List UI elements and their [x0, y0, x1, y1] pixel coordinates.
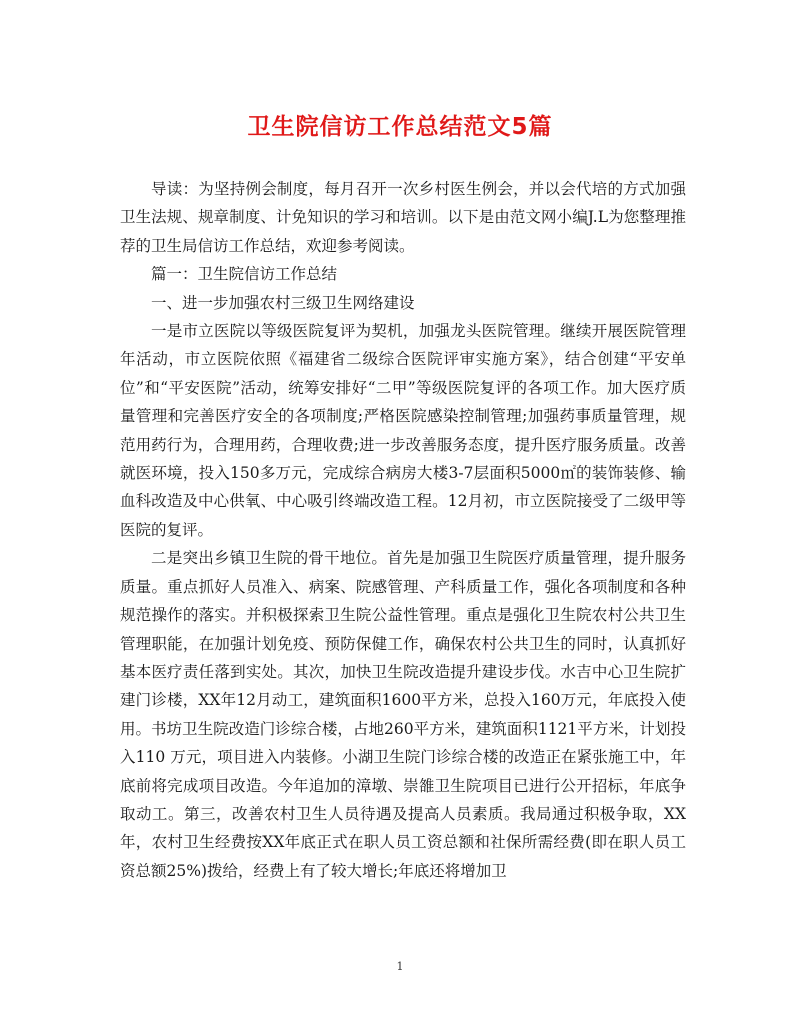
intro-paragraph: 导读：为坚持例会制度，每月召开一次乡村医生例会，并以会代培的方式加强卫生法规、规章制度、计免知识的学习和培训。以下是由范文网小编J.L为您整理推荐的卫生局信访工作总结，欢迎参考阅读。: [120, 180, 686, 255]
page-number: 1: [396, 960, 404, 973]
body-paragraph: 二是突出乡镇卫生院的骨干地位。首先是加强卫生院医疗质量管理，提升服务质量。重点抓好人员准入、病案、院感管理、产科质量工作，强化各项制度和各种规范操作的落实。并积极探索卫生院公益性管理。重点是强化卫生院农村公共卫生管理职能，在加强计划免疫、预防保健工作，确保农村公共卫生的同时，认真抓好基本医疗责任落到实处。其次，加快卫生院改造提升建设步伐。水吉中心卫生院扩建门诊楼，XX年12月动工，建筑面积1600平方米，总投入160万元，年底投入使用。书坊卫生院改造门诊综合楼，占地260平方米，建筑面积1121平方米，计划投入110 万元，项目进入内装修。小湖卫生院门诊综合楼的改造正在紧张施工中，年底前将完成项目改造。今年追加的漳墩、崇雒卫生院项目已进行公开招标，年底争取动工。第三，改善农村卫生人员待遇及提高人员素质。我局通过积极争取，XX年，农村卫生经费按XX年底正式在职人员工资总额和社保所需经费(即在职人员工资总额25%)拨给，经费上有了较大增长;年底还将增加卫: [120, 549, 686, 880]
body-paragraph: 一是市立医院以等级医院复评为契机，加强龙头医院管理。继续开展医院管理年活动，市立医院依照《福建省二级综合医院评审实施方案》，结合创建“平安单位”和“平安医院”活动，统筹安排好“二甲”等级医院复评的各项工作。加大医疗质量管理和完善医疗安全的各项制度;严格医院感染控制管理;加强药事质量管理，规范用药行为，合理用药，合理收费;进一步改善服务态度，提升医疗服务质量。改善就医环境，投入150多万元，完成综合病房大楼3-7层面积5000㎡的装饰装修、输血科改造及中心供氧、中心吸引终端改造工程。12月初，市立医院接受了二级甲等医院的复评。: [120, 322, 686, 539]
subsection-heading: 一、进一步加强农村三级卫生网络建设: [151, 293, 415, 312]
section-heading: 篇一：卫生院信访工作总结: [151, 265, 338, 284]
document-body: [120, 175, 686, 885]
document-title: 卫生院信访工作总结范文5篇: [247, 114, 553, 140]
